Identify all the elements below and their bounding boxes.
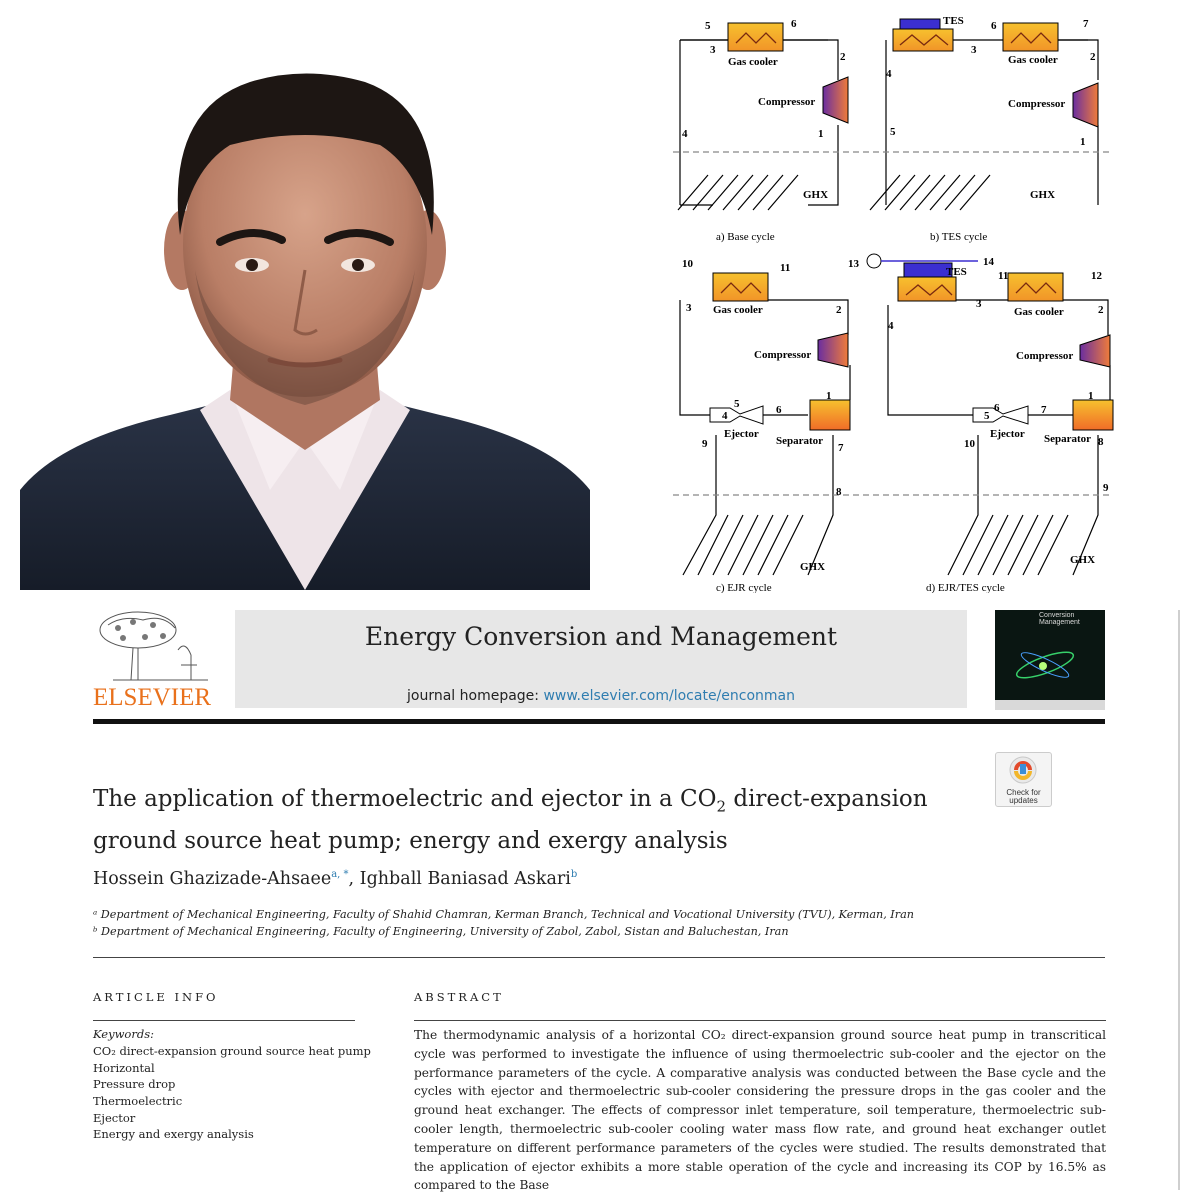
caption-tes-cycle: b) TES cycle (930, 231, 988, 243)
svg-text:11: 11 (780, 262, 791, 274)
compressor-label: Compressor (754, 349, 812, 361)
tes-label: TES (943, 15, 964, 27)
svg-text:1: 1 (1088, 390, 1094, 402)
keywords-label: Keywords: (93, 1027, 154, 1041)
author-name[interactable]: Hossein Ghazizade-Ahsaee (93, 869, 332, 889)
ejector-label: Ejector (990, 428, 1025, 440)
caption-base-cycle: a) Base cycle (716, 231, 775, 243)
gas-cooler-label: Gas cooler (1008, 54, 1058, 66)
svg-text:6: 6 (994, 402, 1000, 414)
keyword-item: CO₂ direct-expansion ground source heat pump (93, 1044, 371, 1058)
keyword-item: Horizontal (93, 1061, 155, 1075)
cycle-schematic-diagram (668, 15, 1128, 593)
page-edge (1178, 610, 1180, 1190)
svg-text:12: 12 (1091, 270, 1102, 282)
svg-text:7: 7 (1041, 404, 1047, 416)
svg-text:6: 6 (791, 18, 797, 30)
compressor-label: Compressor (1016, 350, 1074, 362)
svg-text:9: 9 (1103, 482, 1109, 494)
journal-homepage (235, 688, 967, 704)
keyword-item: Pressure drop (93, 1077, 176, 1091)
svg-text:6: 6 (991, 20, 997, 32)
svg-text:8: 8 (1098, 436, 1104, 448)
article-info-rule (93, 1020, 355, 1021)
svg-text:6: 6 (776, 404, 782, 416)
homepage-link[interactable]: www.elsevier.com/locate/enconman (543, 688, 795, 704)
journal-title: Energy Conversion and Management (364, 622, 838, 651)
ejector-label: Ejector (724, 428, 759, 440)
keyword-item: Energy and exergy analysis (93, 1127, 254, 1141)
keyword-item: Ejector (93, 1111, 136, 1125)
svg-text:3: 3 (971, 44, 977, 56)
svg-text:7: 7 (838, 442, 844, 454)
svg-text:2: 2 (1098, 304, 1104, 316)
svg-text:9: 9 (702, 438, 708, 450)
svg-text:11: 11 (998, 270, 1009, 282)
journal-cover-thumbnail (995, 610, 1105, 710)
svg-text:4: 4 (722, 410, 728, 422)
svg-text:8: 8 (836, 486, 842, 498)
update-icon (996, 753, 1051, 785)
svg-text:3: 3 (686, 302, 692, 314)
svg-text:14: 14 (983, 256, 994, 268)
section-divider (93, 957, 1105, 958)
separator-label: Separator (776, 435, 824, 447)
abstract-rule (414, 1020, 1106, 1021)
ghx-label: GHX (800, 561, 826, 573)
affiliation-a: ᵃ Department of Mechanical Engineering, Faculty of Shahid Chamran, Kerman Branch, Technical and Vocational University (TVU), Kerman, Iran (93, 908, 914, 921)
publisher-wordmark: ELSEVIER (93, 684, 212, 711)
abstract-heading: ABSTRACT (414, 990, 504, 1004)
affiliation-b: ᵇ Department of Mechanical Engineering, Faculty of Engineering, University of Zabol, Zabol, Sistan and Baluchestan, Iran (93, 925, 789, 938)
author-name[interactable]: , Ighball Baniasad Askari (348, 869, 571, 889)
svg-text:1: 1 (1080, 136, 1086, 148)
svg-text:5: 5 (734, 398, 740, 410)
header-divider (93, 719, 1105, 724)
svg-text:3: 3 (710, 44, 716, 56)
svg-text:3: 3 (976, 298, 982, 310)
svg-text:2: 2 (836, 304, 842, 316)
gas-cooler-label: Gas cooler (1014, 306, 1064, 318)
compressor-label: Compressor (1008, 98, 1066, 110)
svg-text:5: 5 (890, 126, 896, 138)
keyword-item: Thermoelectric (93, 1094, 183, 1108)
compressor-label: Compressor (758, 96, 816, 108)
svg-text:10: 10 (682, 258, 693, 270)
cover-text: Conversion (1039, 612, 1075, 619)
article-title: The application of thermoelectric and ejector in a $CO_2$ direct-expansion ground source heat pump; energy and exergy analysis (93, 786, 928, 854)
author-portrait (20, 20, 590, 590)
abstract-text: The thermodynamic analysis of a horizontal CO₂ direct-expansion ground source heat pump in transcritical cycle was performed to investigate the influence of using thermoelectric sub-cooler and the ejector on the performance parameters of the cycle. A comparative analysis was conducted between the Base cycle and the cycles with ejector and thermoelectric sub-cooler considering the pressure drops in the gas cooler and the ground heat exchanger. The effects of compressor inlet temperature, soil temperature, thermoelectric sub-cooler length, thermoelectric sub-cooler cooling water mass flow rate, and ground heat exchanger outlet temperature on different performance parameters of the cycles were studied. The results demonstrated that the application of ejector exhibits a more stable operation of the cycle and increasing its COP by 16.5% as compared to the Base (414, 1028, 1106, 1193)
gas-cooler-label: Gas cooler (728, 56, 778, 68)
svg-text:2: 2 (840, 51, 846, 63)
svg-text:5: 5 (984, 410, 990, 422)
svg-text:10: 10 (964, 438, 975, 450)
svg-text:1: 1 (826, 390, 832, 402)
ghx-label: GHX (1030, 189, 1056, 201)
check-for-updates-button[interactable]: Check for updates (995, 752, 1052, 807)
gas-cooler-label: Gas cooler (713, 304, 763, 316)
homepage-label: journal homepage: (407, 688, 540, 704)
svg-text:4: 4 (888, 320, 894, 332)
svg-text:13: 13 (848, 258, 859, 270)
svg-text:5: 5 (705, 20, 711, 32)
tes-label: TES (946, 266, 967, 278)
ghx-label: GHX (1070, 554, 1096, 566)
svg-text:7: 7 (1083, 18, 1089, 30)
article-info-heading: ARTICLE INFO (93, 990, 219, 1004)
svg-text:1: 1 (818, 128, 824, 140)
ghx-label: GHX (803, 189, 829, 201)
svg-text:4: 4 (886, 68, 892, 80)
caption-ejr-tes-cycle: d) EJR/TES cycle (926, 582, 1005, 593)
caption-ejr-cycle: c) EJR cycle (716, 582, 772, 593)
separator-label: Separator (1044, 433, 1092, 445)
author-list: Hossein Ghazizade-Ahsaee$^{a, *}$, Ighball Baniasad Askari$^b$ (93, 869, 578, 889)
svg-text:Management: Management (1039, 619, 1080, 626)
svg-text:4: 4 (682, 128, 688, 140)
svg-text:2: 2 (1090, 51, 1096, 63)
